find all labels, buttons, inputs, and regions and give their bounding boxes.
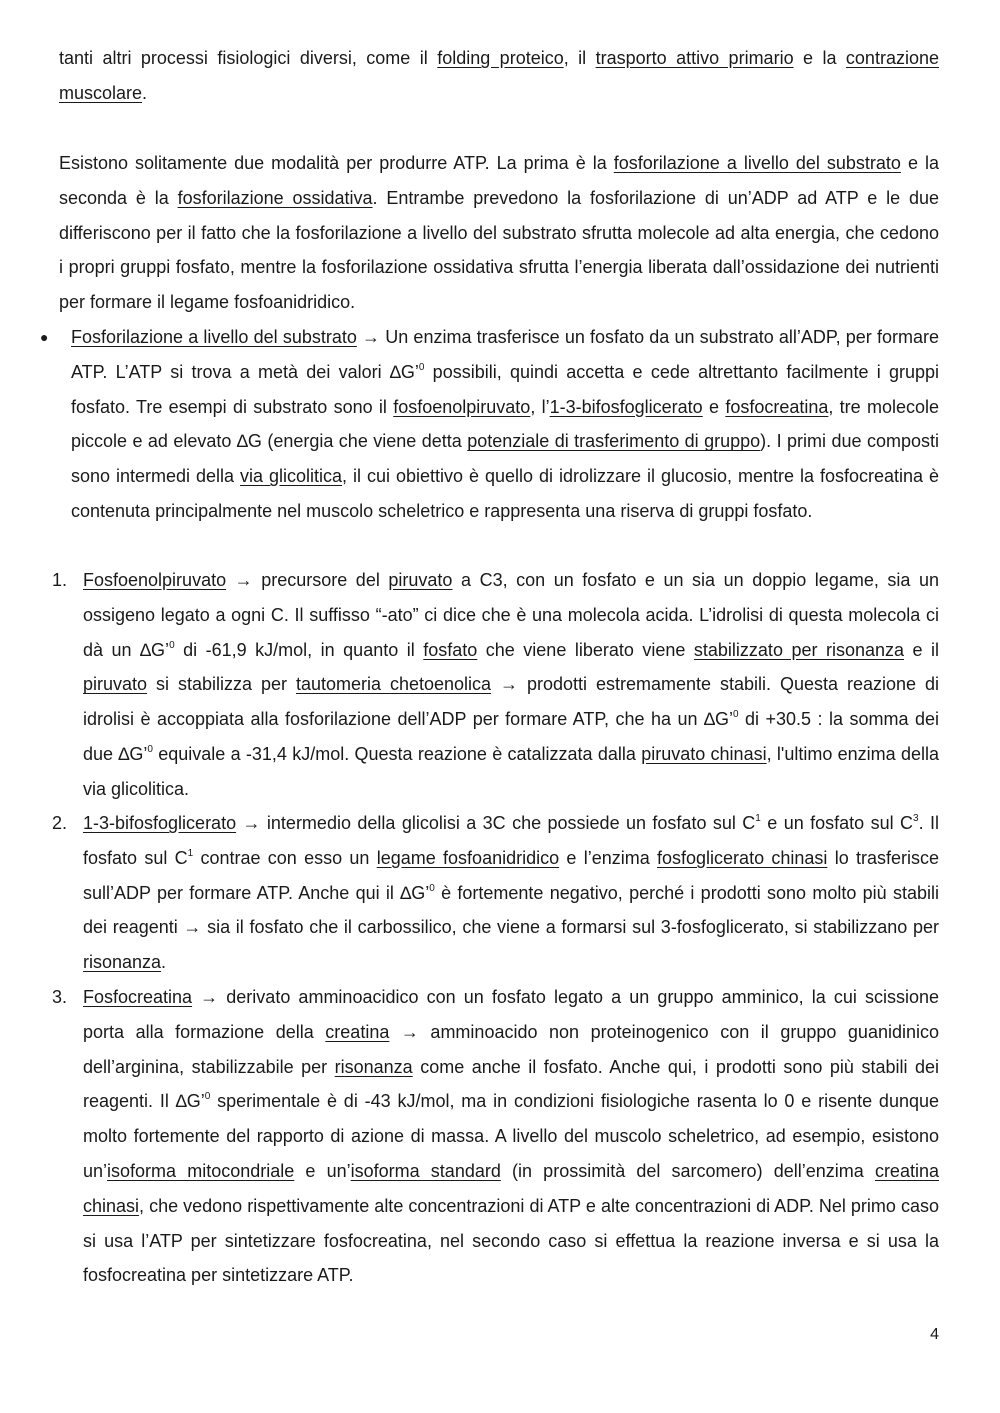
text-run: e il xyxy=(904,639,940,660)
underlined-term: fosfoglicerato chinasi xyxy=(657,847,828,868)
list-item-fosfocreatina xyxy=(83,980,939,1293)
underlined-term-folding-proteico: folding proteico xyxy=(437,48,564,68)
list-item-fosfoenolpiruvato xyxy=(83,563,939,807)
text-run: → Un enzima trasferisce un fosfato da un substrato all’ADP, per formare ATP. L’ATP si trova a metà dei valori ∆G’ xyxy=(71,327,939,382)
text-run: e l’enzima xyxy=(559,847,658,868)
text-run: di -61,9 kJ/mol, in quanto il xyxy=(174,639,424,660)
superscript: 3 xyxy=(913,813,919,824)
text-run: e un fosfato sul C xyxy=(760,813,913,833)
intro-paragraph xyxy=(59,41,939,111)
superscript: 0 xyxy=(169,639,175,651)
underlined-term: Fosfoenolpiruvato xyxy=(83,570,227,590)
underlined-term: via glicolitica xyxy=(240,466,343,487)
underlined-term: legame fosfoanidridico xyxy=(376,847,560,868)
underlined-term: tautomeria chetoenolica xyxy=(295,674,492,695)
list-number: 3. xyxy=(52,987,68,1007)
superscript: 0 xyxy=(204,1091,211,1103)
underlined-term: piruvato chinasi xyxy=(641,743,767,764)
text-run: → amminoacido non proteinogenico con il gruppo guanidinico dell’arginina, stabilizzabile per xyxy=(83,1021,939,1077)
superscript: 0 xyxy=(733,709,739,721)
page-number: 4 xyxy=(930,1326,939,1343)
underlined-term: Fosforilazione a livello del substrato xyxy=(71,327,357,347)
text-run: , il cui obiettivo è quello di idrolizzare il glucosio, mentre la fosfocreatina è contenuta principalmente nel muscolo scheletrico e rappresenta una riserva di gruppi fosfato. xyxy=(71,466,939,521)
text-run: contrae con esso un xyxy=(193,847,377,868)
text-run: → derivato amminoacidico con un fosfato legato a un gruppo amminico, la cui scissione porta alla formazione della xyxy=(83,987,939,1042)
superscript: 0 xyxy=(418,361,425,373)
bullet-substrate-phosphorylation xyxy=(71,320,939,529)
text-run: . Entrambe prevedono la fosforilazione di un’ADP ad ATP e le due differiscono per il fatto che la fosforilazione a livello del substrato sfrutta molecole ad alta energia, che cedono i propri gruppi fosfato, mentre la fosforilazione ossidativa sfrutta l’energia liberata dall’ossidazione dei nutrienti per formare il legame fosfoanidridico. xyxy=(59,187,939,313)
underlined-term: risonanza xyxy=(83,952,162,973)
underlined-term: potenziale di trasferimento di gruppo xyxy=(467,431,761,452)
superscript: 0 xyxy=(147,743,153,755)
text-run: si stabilizza per xyxy=(147,674,296,695)
text-run: di +30.5 : la somma dei due ∆G’ xyxy=(83,709,939,764)
underlined-term: fosfoenolpiruvato xyxy=(393,396,531,417)
text-run: equivale a -31,4 kJ/mol. Questa reazione è catalizzata dalla xyxy=(152,743,642,764)
underlined-term: fosfocreatina xyxy=(725,396,829,417)
text-run: , che vedono rispettivamente alte concentrazioni di ATP e alte concentrazioni di ADP. Nel primo caso si usa l’ATP per sintetizzare fosfocreatina, nel secondo caso si effettua la reazione inversa e si usa la fosfocreatina per sintetizzare ATP. xyxy=(83,1195,939,1286)
text-run: → precursore del xyxy=(226,570,389,590)
underlined-term: piruvato xyxy=(83,674,148,695)
list-number: 2. xyxy=(52,813,68,833)
text-run: . xyxy=(161,952,167,973)
underlined-term: creatina chinasi xyxy=(83,1160,939,1216)
text-run: e xyxy=(702,396,726,417)
text-run: → prodotti estremamente stabili. Questa reazione di idrolisi è accoppiata alla fosforilazione dell’ADP per formare ATP, che ha un ∆G’ xyxy=(83,674,939,730)
text-run: e un’ xyxy=(294,1160,351,1181)
text-run: possibili, quindi accetta e cede altrettanto facilmente i gruppi fosfato. Tre esempi di substrato sono il xyxy=(71,361,940,417)
underlined-term: Fosfocreatina xyxy=(83,987,193,1007)
underlined-term: creatina xyxy=(325,1021,390,1042)
list-number: 1. xyxy=(52,570,68,590)
underlined-term-fosforilazione-substrato: fosforilazione a livello del substrato xyxy=(613,153,901,173)
underlined-term: piruvato xyxy=(388,570,453,590)
underlined-term: 1-3-bifosfoglicerato xyxy=(549,396,703,417)
text-run: Esistono solitamente due modalità per produrre ATP. La prima è la xyxy=(59,153,614,173)
text-run: tanti altri processi fisiologici diversi, come il xyxy=(59,48,438,68)
underlined-term-trasporto-attivo: trasporto attivo primario xyxy=(595,48,794,68)
text-run: ). I primi due composti sono intermedi della xyxy=(71,431,939,487)
text-run: , l’ xyxy=(530,396,550,417)
underlined-term-contrazione-muscolare: contrazione muscolare xyxy=(59,48,939,103)
text-run: , il xyxy=(563,48,596,68)
superscript: 1 xyxy=(187,847,194,859)
superscript: 1 xyxy=(755,813,761,824)
superscript: 0 xyxy=(429,882,435,894)
text-run: , l'ultimo enzima della via glicolitica. xyxy=(83,743,939,799)
text-run: , tre molecole piccole e ad elevato ∆G (energia che viene detta xyxy=(71,396,940,452)
list-item-bifosfoglicerato xyxy=(83,806,939,980)
text-run: e la xyxy=(793,48,846,68)
text-run: a C3, con un fosfato e un sia un doppio legame, sia un ossigeno legato a ogni C. Il suffisso “-ato” ci dice che è una molecola acida. L’idrolisi di questa molecola ci dà un ∆G’ xyxy=(83,570,939,660)
text-run: . xyxy=(142,82,148,103)
text-run: . Il fosfato sul C xyxy=(83,813,939,868)
underlined-term: stabilizzato per risonanza xyxy=(693,639,905,660)
text-run: sperimentale è di -43 kJ/mol, ma in condizioni fisiologiche rasenta lo 0 e risente dunque molto fortemente del rapporto di azione di massa. A livello del muscolo scheletrico, ad esempio, esistono un’ xyxy=(83,1091,939,1181)
underlined-term: risonanza xyxy=(334,1056,413,1077)
bullet-marker: ● xyxy=(40,329,49,345)
text-run: che viene liberato viene xyxy=(477,639,694,660)
underlined-term: 1-3-bifosfoglicerato xyxy=(83,813,237,833)
text-run: → intermedio della glicolisi a 3C che possiede un fosfato sul C xyxy=(236,813,756,833)
text-run: come anche il fosfato. Anche qui, i prodotti sono più stabili dei reagenti. Il ∆G’ xyxy=(83,1056,939,1112)
text-run: è fortemente negativo, perché i prodotti sono molto più stabili dei reagenti → sia il fosfato che il carbossilico, che viene a formarsi sul 3-fosfoglicerato, si stabilizzano per xyxy=(83,882,939,938)
underlined-term-fosforilazione-ossidativa: fosforilazione ossidativa xyxy=(177,187,373,208)
underlined-term: isoforma standard xyxy=(350,1160,501,1181)
underlined-term: isoforma mitocondriale xyxy=(107,1160,295,1181)
text-run: e la seconda è la xyxy=(59,153,939,208)
underlined-term: fosfato xyxy=(423,639,478,660)
text-run: lo trasferisce sull’ADP per formare ATP. Anche qui il ∆G’ xyxy=(83,847,940,903)
atp-production-paragraph xyxy=(59,146,939,320)
text-run: (in prossimità del sarcomero) dell’enzima xyxy=(500,1160,875,1181)
